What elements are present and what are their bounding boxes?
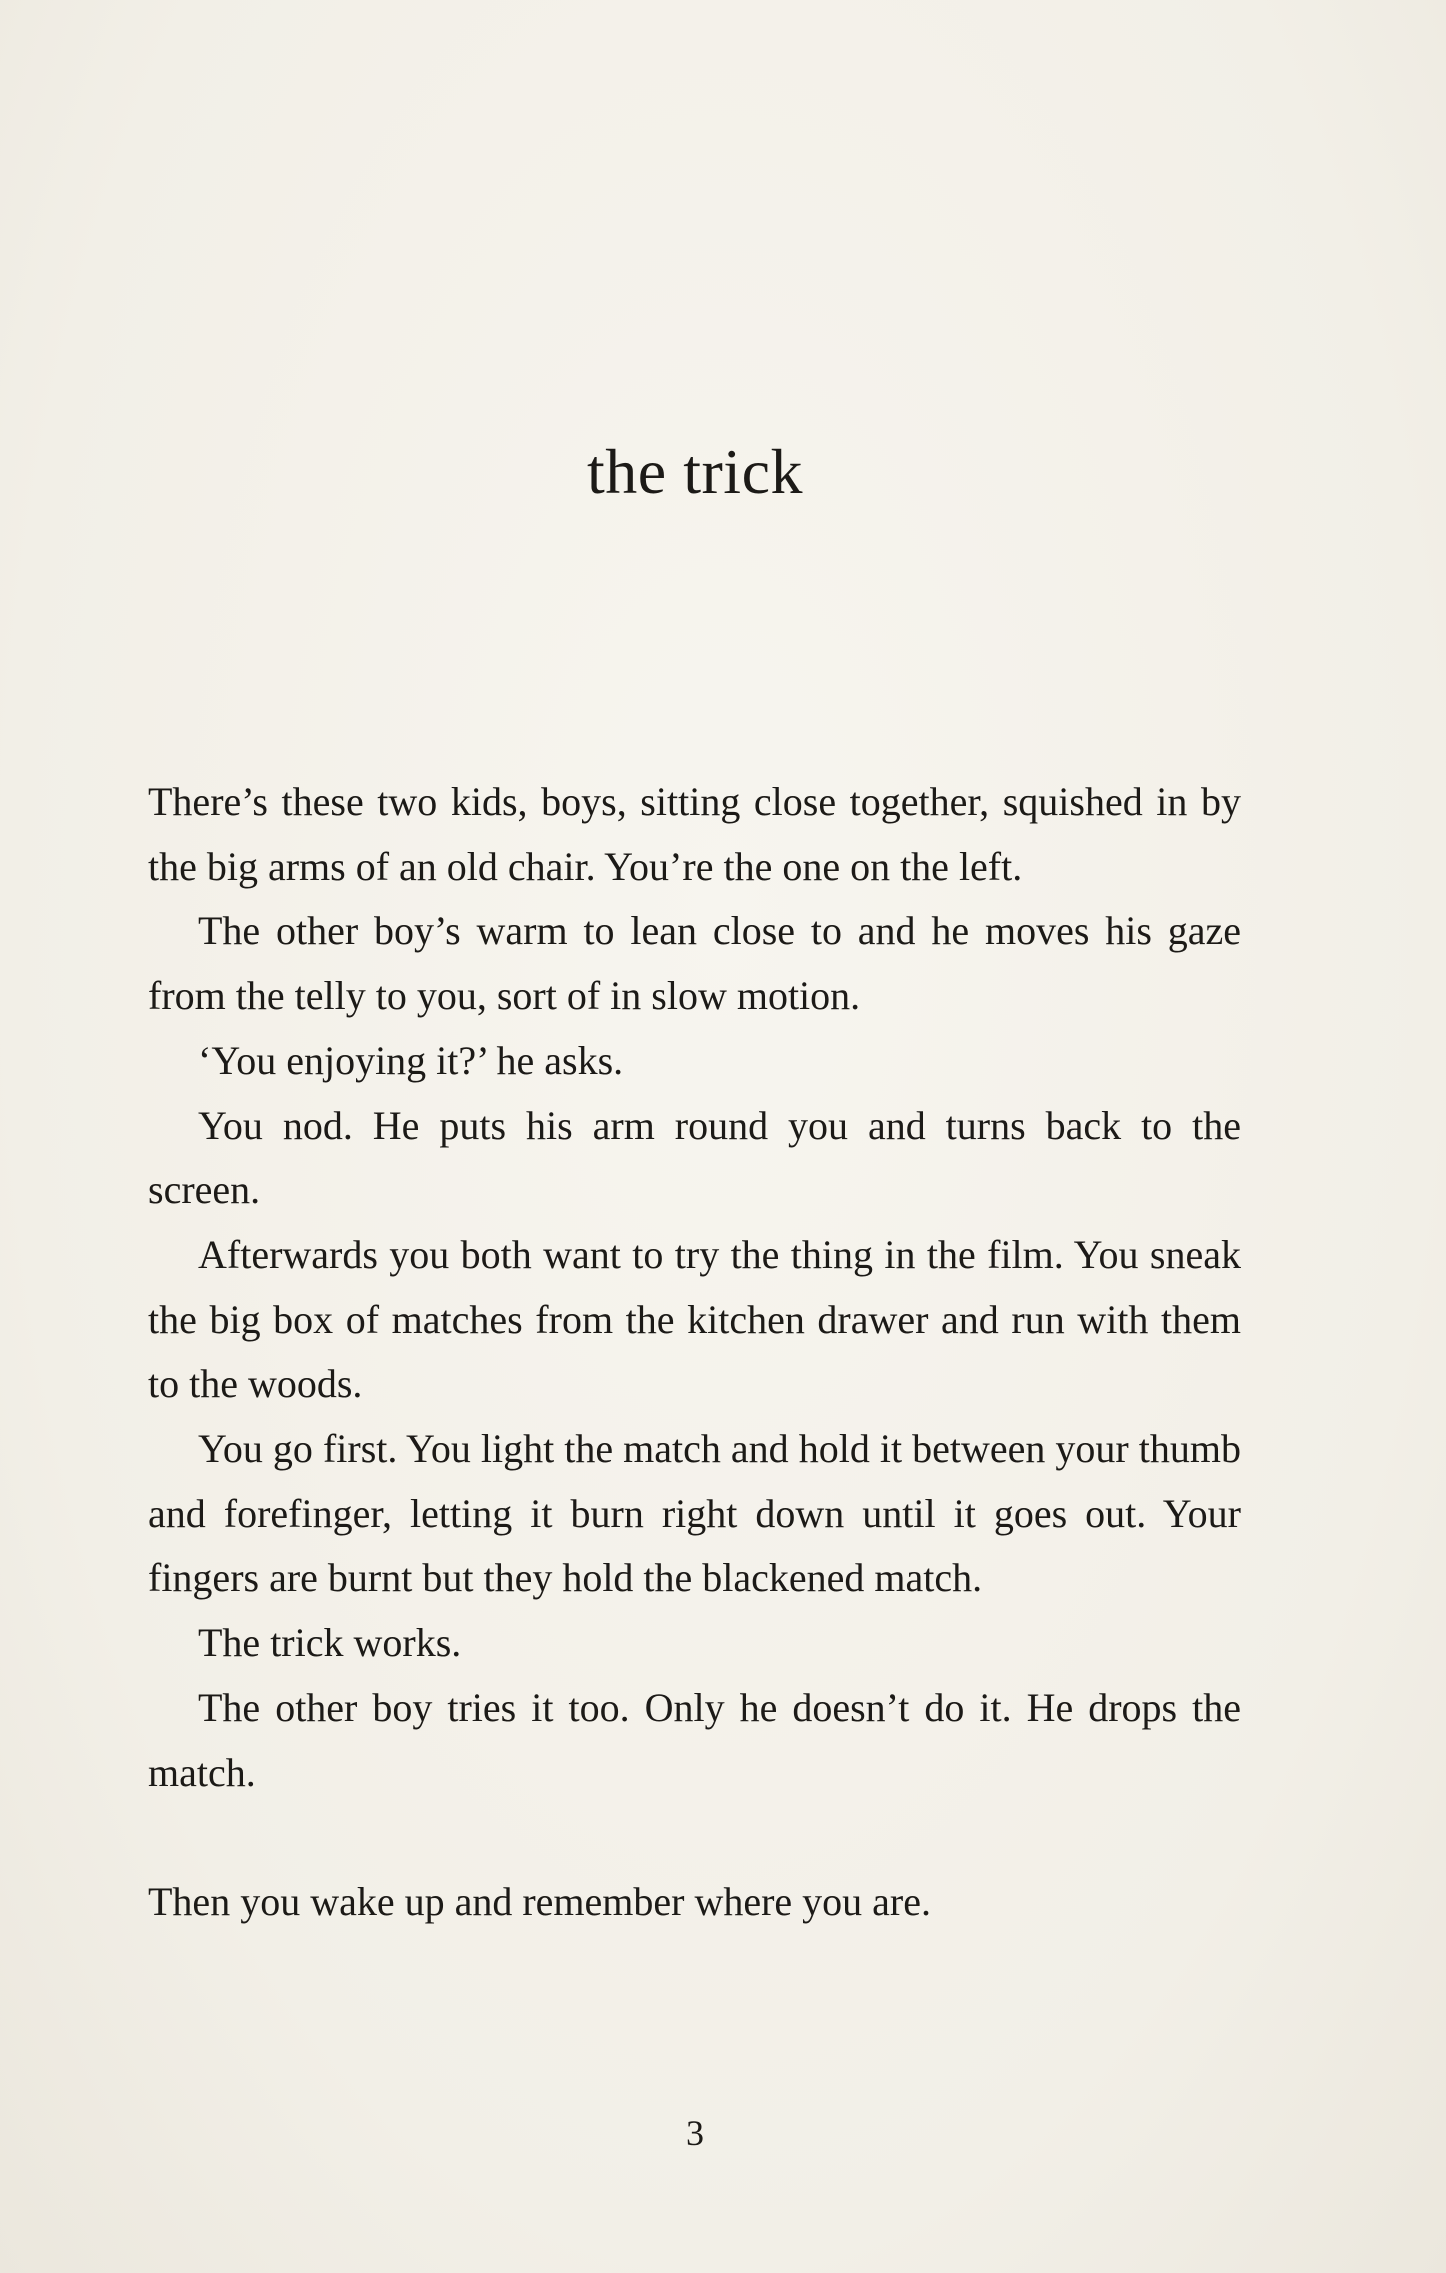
paragraph: Then you wake up and remember where you are. (148, 1878, 932, 1924)
paragraph: You nod. He puts his arm round you and turns back to the screen. (148, 1102, 1241, 1213)
chapter-body (148, 770, 1241, 1935)
chapter-title: the trick (587, 436, 803, 507)
paragraph: ‘You enjoying it?’ he asks. (198, 1037, 624, 1083)
paragraph: There’s these two kids, boys, sitting close together, squished in by the big arms of an old chair. You’re the one on the left. (148, 779, 1241, 889)
page-number: 3 (686, 2113, 704, 2153)
paragraph: Afterwards you both want to try the thing in the film. You sneak the big box of matches from the kitchen drawer and run with them to the woods. (148, 1231, 1241, 1407)
paragraph: The other boy tries it too. Only he doesn’t do it. He drops the match. (148, 1684, 1241, 1795)
paragraph: The other boy’s warm to lean close to and he moves his gaze from the telly to you, sort of in slow motion. (148, 908, 1241, 1019)
paragraph: The trick works. (198, 1620, 462, 1666)
paragraph: You go first. You light the match and hold it between your thumb and forefinger, letting it burn right down until it goes out. Your fingers are burnt but they hold the blackened match. (148, 1426, 1241, 1601)
